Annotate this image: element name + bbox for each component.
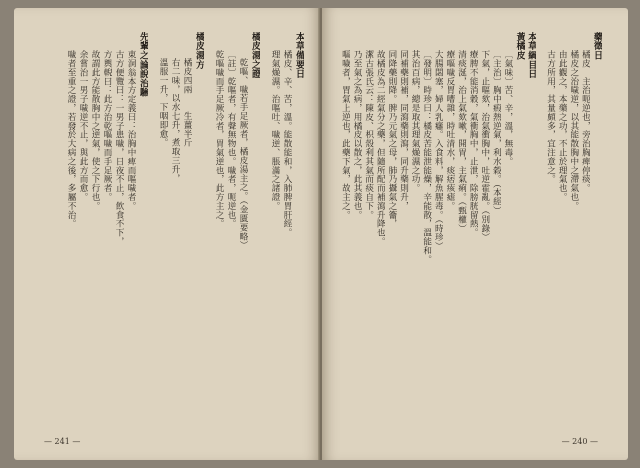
left-page-text-column: 橘皮湯方 (194, 32, 204, 70)
right-page-text-column: 同降藥則降。脾乃元氣之母，肺乃攝氣之籥， (386, 50, 397, 228)
right-page-text-column: 橘皮 主治呃逆也，旁治胸痺停痰。 (580, 50, 591, 193)
left-page-text-column: 右二味，以水七升，煮取三升， (170, 58, 180, 183)
right-page-text-column: 〔氣味〕苦、辛，溫，無毒。 (502, 50, 513, 166)
right-page-text-column: 〔發明〕時珍曰：橘皮苦能泄能燥，辛能散，溫能和。 (421, 50, 432, 264)
left-page-text-column: 乾嘔噦而手足厥冷者，胃氣逆也，此方主之。 (214, 50, 224, 228)
left-page-number: — 241 — (44, 437, 81, 446)
right-page-text-column (537, 32, 544, 424)
right-page (322, 8, 628, 460)
right-page-text-column: 其治百病，總是取其理氣燥濕之功。 (410, 50, 421, 193)
right-text-block (340, 32, 602, 424)
right-page-text-column: 療脾不能消穀，氣衝胸中，止泄，除膀胱留熱。 (468, 50, 479, 237)
left-page-text-column: 噦者至重之證，若發於大病之後，多屬不治。 (66, 50, 76, 228)
right-page-text-column: 清痰涎，治上氣欬嗽，開胃，主氣痢。（甄權） (456, 50, 467, 233)
right-page-text-column: 橘皮之治噦逆，以其能散胸中之滯氣也。 (568, 50, 579, 211)
right-page-text-column: 本草綱目日 (526, 32, 537, 79)
right-page-text-column: 同補藥則補，同瀉藥則瀉，同升藥則升， (398, 50, 409, 211)
left-page-text-column: 故謂此方能散胸中之逆氣，使之下行也。 (90, 50, 100, 211)
right-page-text-column: 〔主治〕胸中瘕熱逆氣，利水穀。（本經） (491, 50, 502, 215)
left-page-text-column: 乾嘔、噦若手足厥者，橘皮湯主之。（金匱要略） (238, 58, 248, 250)
right-page-text-column: 由此觀之，本藥之功，不止於理氣也。 (557, 50, 568, 202)
left-page-text-column (261, 32, 268, 424)
right-page-text-column: 藥徵日 (592, 32, 602, 60)
right-page-text-column: 療嘔噦反胃嘈雜，時吐清水，痰痞痎瘧。 (444, 50, 455, 211)
left-page (14, 8, 320, 460)
left-page-text-column: 余嘗治一男子噦逆不止，與此方而愈。 (78, 50, 88, 202)
right-page-number: — 240 — (561, 437, 598, 446)
left-page-text-column (149, 32, 156, 424)
left-page-text-column: 古方便覽曰：一男子患噦，日夜不止，飲食不下， (114, 50, 124, 246)
left-page-text-column: 理氣燥濕。治嘔吐、噦逆、脹滿之諸證。 (270, 50, 280, 211)
right-page-text-column: 故橘皮為二經氣分之藥，但隨所配而補瀉升降也。 (375, 50, 386, 246)
right-page-text-column: 乃至氣之為病，用橘皮以散之，此其義也。 (352, 50, 363, 220)
left-page-text-column: 本草備要日 (294, 32, 304, 79)
left-page-text-column: 〔註〕乾嘔者，有聲無物也。噦者，呃逆也。 (226, 50, 236, 228)
left-page-text-column: 先輩之論說治驗 (138, 32, 148, 98)
right-page-text-column: 大腸閟塞，婦人乳癰。入食料，解魚腥毒。（時珍） (433, 50, 444, 251)
left-page-text-column: 方輿輗曰：此方治乾嘔噦而手足厥者。 (102, 50, 112, 202)
left-page-text-column: 橘皮、辛、苦，溫。能散能和，入肺脾胃肝經。 (282, 50, 292, 237)
left-page-text-column: 橘皮四兩 生薑半斤 (182, 58, 192, 147)
left-page-text-column: 東洞翁本方定義曰：治胸中痺而嘔噦者。 (126, 50, 136, 211)
right-page-text-column: 黃橘皮 (514, 32, 525, 60)
right-page-text-column: 潔古張氏云：陳皮、枳殼利其氣而痰自下。 (363, 50, 374, 220)
left-page-text-column: 橘皮湯之證 (250, 32, 260, 79)
right-page-text-column: 下氣，止嘔欬，治氣衝胸中，吐逆霍亂。（別錄） (479, 50, 490, 242)
left-page-text-column: 溫服一升，下咽即愈。 (158, 58, 168, 147)
left-page-text-column (205, 32, 212, 424)
open-book (14, 8, 628, 460)
right-page-text-column: 古方所用，其量頗多，宜注意之。 (545, 50, 556, 184)
right-page-text-column: 嘔噦者，胃氣上逆也，此藥下氣，故主之。 (340, 50, 351, 220)
left-text-block (42, 32, 304, 424)
